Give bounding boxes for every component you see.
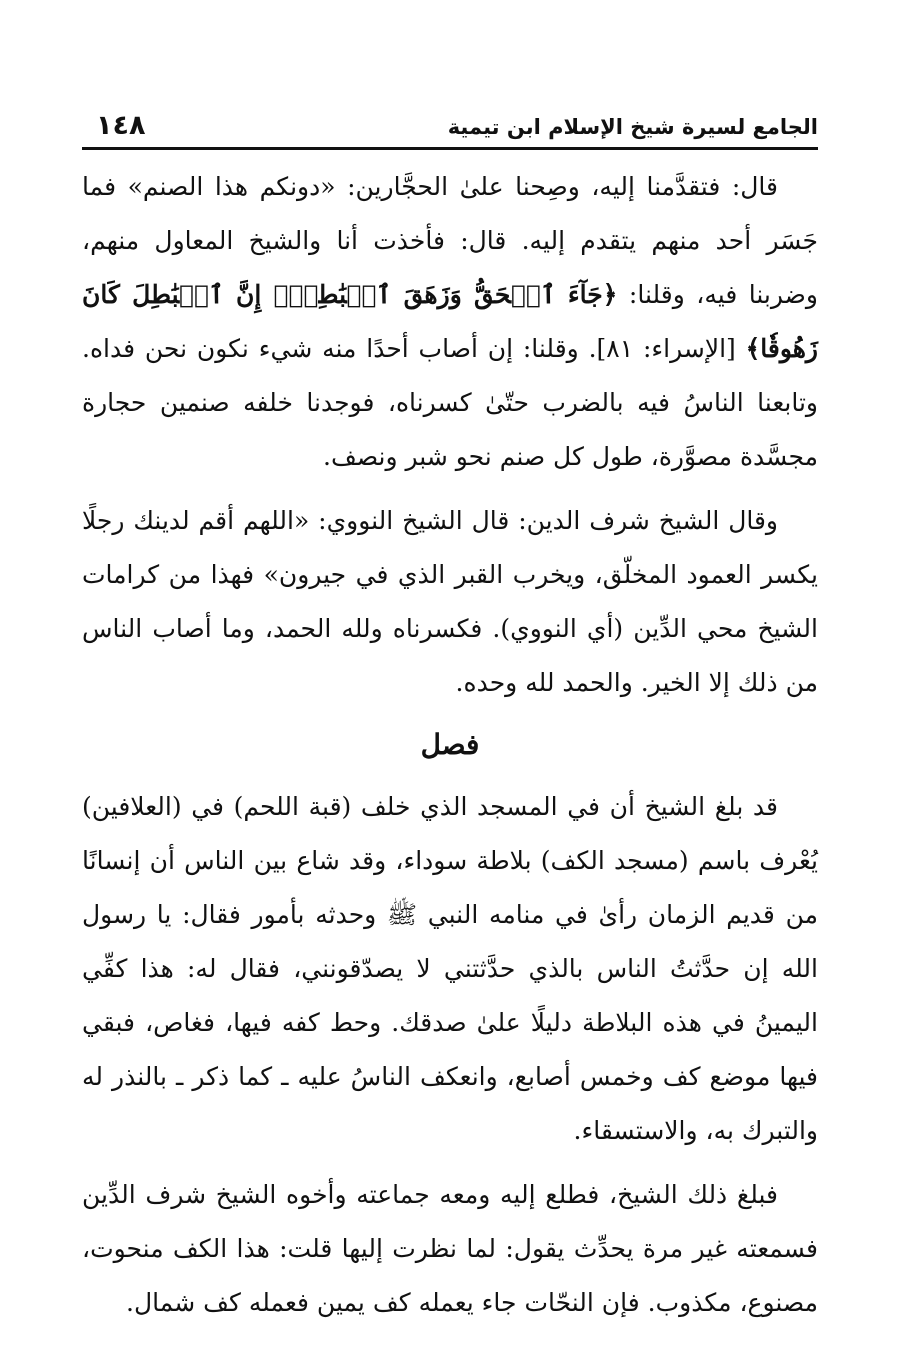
header-rule <box>82 147 818 150</box>
section-heading: فصل <box>420 728 480 761</box>
paragraph-text: قال: فتقدَّمنا إليه، وصِحنا علىٰ الحجَّارين: «دونكم هذا الصنم» فما جَسَر أحد منهم يتقدم إليه. قال: فأخذت أنا والشيخ المعاول منهم، وضربنا فيه، وقلنا: <box>82 172 818 309</box>
page-header <box>82 108 818 146</box>
paragraph-mosque-of-the-palm: قد بلغ الشيخ أن في المسجد الذي خلف (قبة اللحم) في (العلافين) يُعْرف باسم (مسجد الكف) بلاطة سوداء، وقد شاع بين الناس أن إنسانًا من قديم الزمان رأىٰ في منامه النبي ﷺ وحدثه بأمور فقال: يا رسول الله إن حدَّثتُ الناس بالذي حدَّثتني لا يصدّقونني، فقال له: هذا كفِّي اليمينُ في هذه البلاطة دليلًا علىٰ صدقك. وحط كفه فيها، فغاص، فبقي فيها موضع كف وخمس أصابع، وانعكف الناسُ عليه ـ كما ذكر ـ بالنذر له والتبرك به، والاستسقاء. <box>82 792 818 1145</box>
paragraph-sheikh-inspection: فبلغ ذلك الشيخ، فطلع إليه ومعه جماعته وأخوه الشيخ شرف الدِّين فسمعته غير مرة يحدِّث يقول: لما نظرت إليها قلت: هذا الكف منحوت، مصنوع، مكذوب. فإن النحّات جاء يعمله كف يمين فعمله كف شمال. <box>82 1180 818 1317</box>
quran-verse: ﴿جَآءَ ٱلۡحَقُّ وَزَهَقَ ٱلۡبَٰطِلُۚ إِنَّ ٱلۡبَٰطِلَ كَانَ زَهُوقٗا﴾ <box>82 280 818 363</box>
page-number: ١٤٨ <box>96 110 146 141</box>
paragraph-destroying-idol <box>82 160 818 484</box>
paragraph-text: [الإسراء: ٨١]. وقلنا: إن أصاب أحدًا منه شيء نكون نحن فداه. وتابعنا الناسُ فيه بالضرب حتّىٰ كسرناه، فوجدنا خلفه صنمين حجارة مجسَّدة مصوَّرة، طول كل صنم نحو شبر ونصف. <box>82 334 818 471</box>
running-title: الجامع لسيرة شيخ الإسلام ابن تيمية <box>447 115 818 139</box>
body-text <box>82 160 818 1330</box>
paragraph-nawawi-prayer: وقال الشيخ شرف الدين: قال الشيخ النووي: «اللهم أقم لدينك رجلًا يكسر العمود المخلّق، ويخرب القبر الذي في جيرون» فهذا من كرامات الشيخ محي الدِّين (أي النووي). فكسرناه ولله الحمد، وما أصاب الناس من ذلك إلا الخير. والحمد لله وحده. <box>82 506 818 697</box>
